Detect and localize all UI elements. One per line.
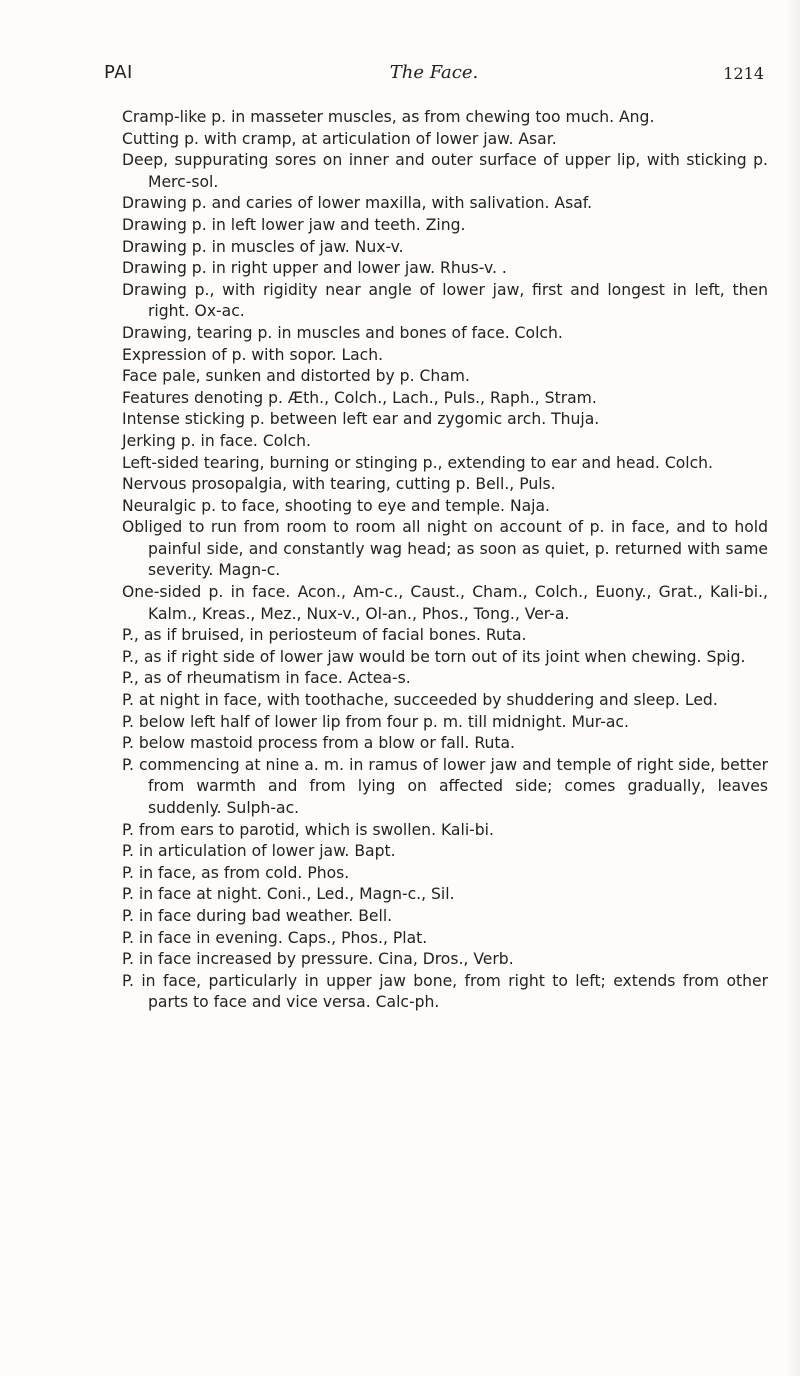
- symptom-entry: Face pale, sunken and distorted by p. Cham.: [122, 367, 470, 386]
- symptom-entry: P., as if bruised, in periosteum of facial bones. Ruta.: [122, 626, 527, 645]
- symptom-entry: P. in articulation of lower jaw. Bapt.: [122, 842, 396, 861]
- symptom-entry: Features denoting p. Æth., Colch., Lach., Puls., Raph., Stram.: [122, 388, 597, 407]
- symptom-entry: Drawing p. in muscles of jaw. Nux-v.: [122, 237, 404, 256]
- symptom-entry: Nervous prosopalgia, with tearing, cutting p. Bell., Puls.: [122, 475, 556, 494]
- symptom-entry: P. in face, particularly in upper jaw bone, from right to left; extends from other parts to face and vice versa. Calc-ph.: [122, 971, 768, 1012]
- symptom-entry: Jerking p. in face. Colch.: [122, 431, 311, 450]
- symptom-entry: Drawing p. and caries of lower maxilla, with salivation. Asaf.: [122, 194, 593, 213]
- symptom-list: [122, 107, 768, 1014]
- symptom-entry: Obliged to run from room to room all night on account of p. in face, and to hold painful side, and constantly wag head; as soon as quiet, p. returned with same severity. Magn-c.: [122, 518, 768, 580]
- symptom-entry: Deep, suppurating sores on inner and outer surface of upper lip, with sticking p. Merc-sol.: [122, 151, 768, 191]
- symptom-entry: P. commencing at nine a. m. in ramus of lower jaw and temple of right side, better from warmth and from lying on affected side; comes gradually, leaves suddenly. Sulph-ac.: [122, 755, 768, 817]
- symptom-entry: P. at night in face, with toothache, succeeded by shuddering and sleep. Led.: [122, 691, 718, 710]
- symptom-entry: P. from ears to parotid, which is swollen. Kali-bi.: [122, 820, 494, 839]
- header-abbreviation: PAI: [104, 62, 133, 83]
- symptom-entry: P. in face during bad weather. Bell.: [122, 906, 393, 925]
- symptom-entry: P. in face, as from cold. Phos.: [122, 863, 350, 882]
- symptom-entry: P. in face increased by pressure. Cina, Dros., Verb.: [122, 950, 514, 969]
- symptom-entry: P. below mastoid process from a blow or fall. Ruta.: [122, 734, 515, 753]
- symptom-entry: Cutting p. with cramp, at articulation of lower jaw. Asar.: [122, 129, 557, 148]
- symptom-entry: Expression of p. with sopor. Lach.: [122, 345, 384, 364]
- symptom-entry: Left-sided tearing, burning or stinging p., extending to ear and head. Colch.: [122, 453, 713, 472]
- running-header: [104, 62, 764, 92]
- symptom-entry: P. in face in evening. Caps., Phos., Plat.: [122, 928, 428, 947]
- symptom-entry: P. below left half of lower lip from four p. m. till midnight. Mur-ac.: [122, 712, 629, 731]
- symptom-entry: Drawing p., with rigidity near angle of lower jaw, first and longest in left, then right. Ox-ac.: [122, 280, 768, 321]
- symptom-entry: Intense sticking p. between left ear and zygomic arch. Thuja.: [122, 410, 600, 429]
- symptom-entry: P., as of rheumatism in face. Actea-s.: [122, 669, 411, 688]
- symptom-entry: P. in face at night. Coni., Led., Magn-c., Sil.: [122, 885, 455, 904]
- page-number: 1214: [723, 64, 764, 83]
- symptom-entry: Drawing, tearing p. in muscles and bones of face. Colch.: [122, 323, 563, 342]
- page-edge-shadow: [786, 0, 800, 1376]
- symptom-entry: One-sided p. in face. Acon., Am-c., Caust., Cham., Colch., Euony., Grat., Kali-bi., Kalm., Kreas., Mez., Nux-v., Ol-an., Phos., Tong., Ver-a.: [122, 583, 768, 623]
- symptom-entry: Cramp-like p. in masseter muscles, as from chewing too much. Ang.: [122, 108, 655, 126]
- symptom-entry: Drawing p. in left lower jaw and teeth. Zing.: [122, 215, 466, 234]
- symptom-entry: P., as if right side of lower jaw would be torn out of its joint when chewing. Spig.: [122, 647, 746, 666]
- symptom-entry: Drawing p. in right upper and lower jaw. Rhus-v. .: [122, 259, 507, 278]
- page-title: The Face.: [389, 62, 479, 83]
- symptom-entry: Neuralgic p. to face, shooting to eye and temple. Naja.: [122, 496, 551, 515]
